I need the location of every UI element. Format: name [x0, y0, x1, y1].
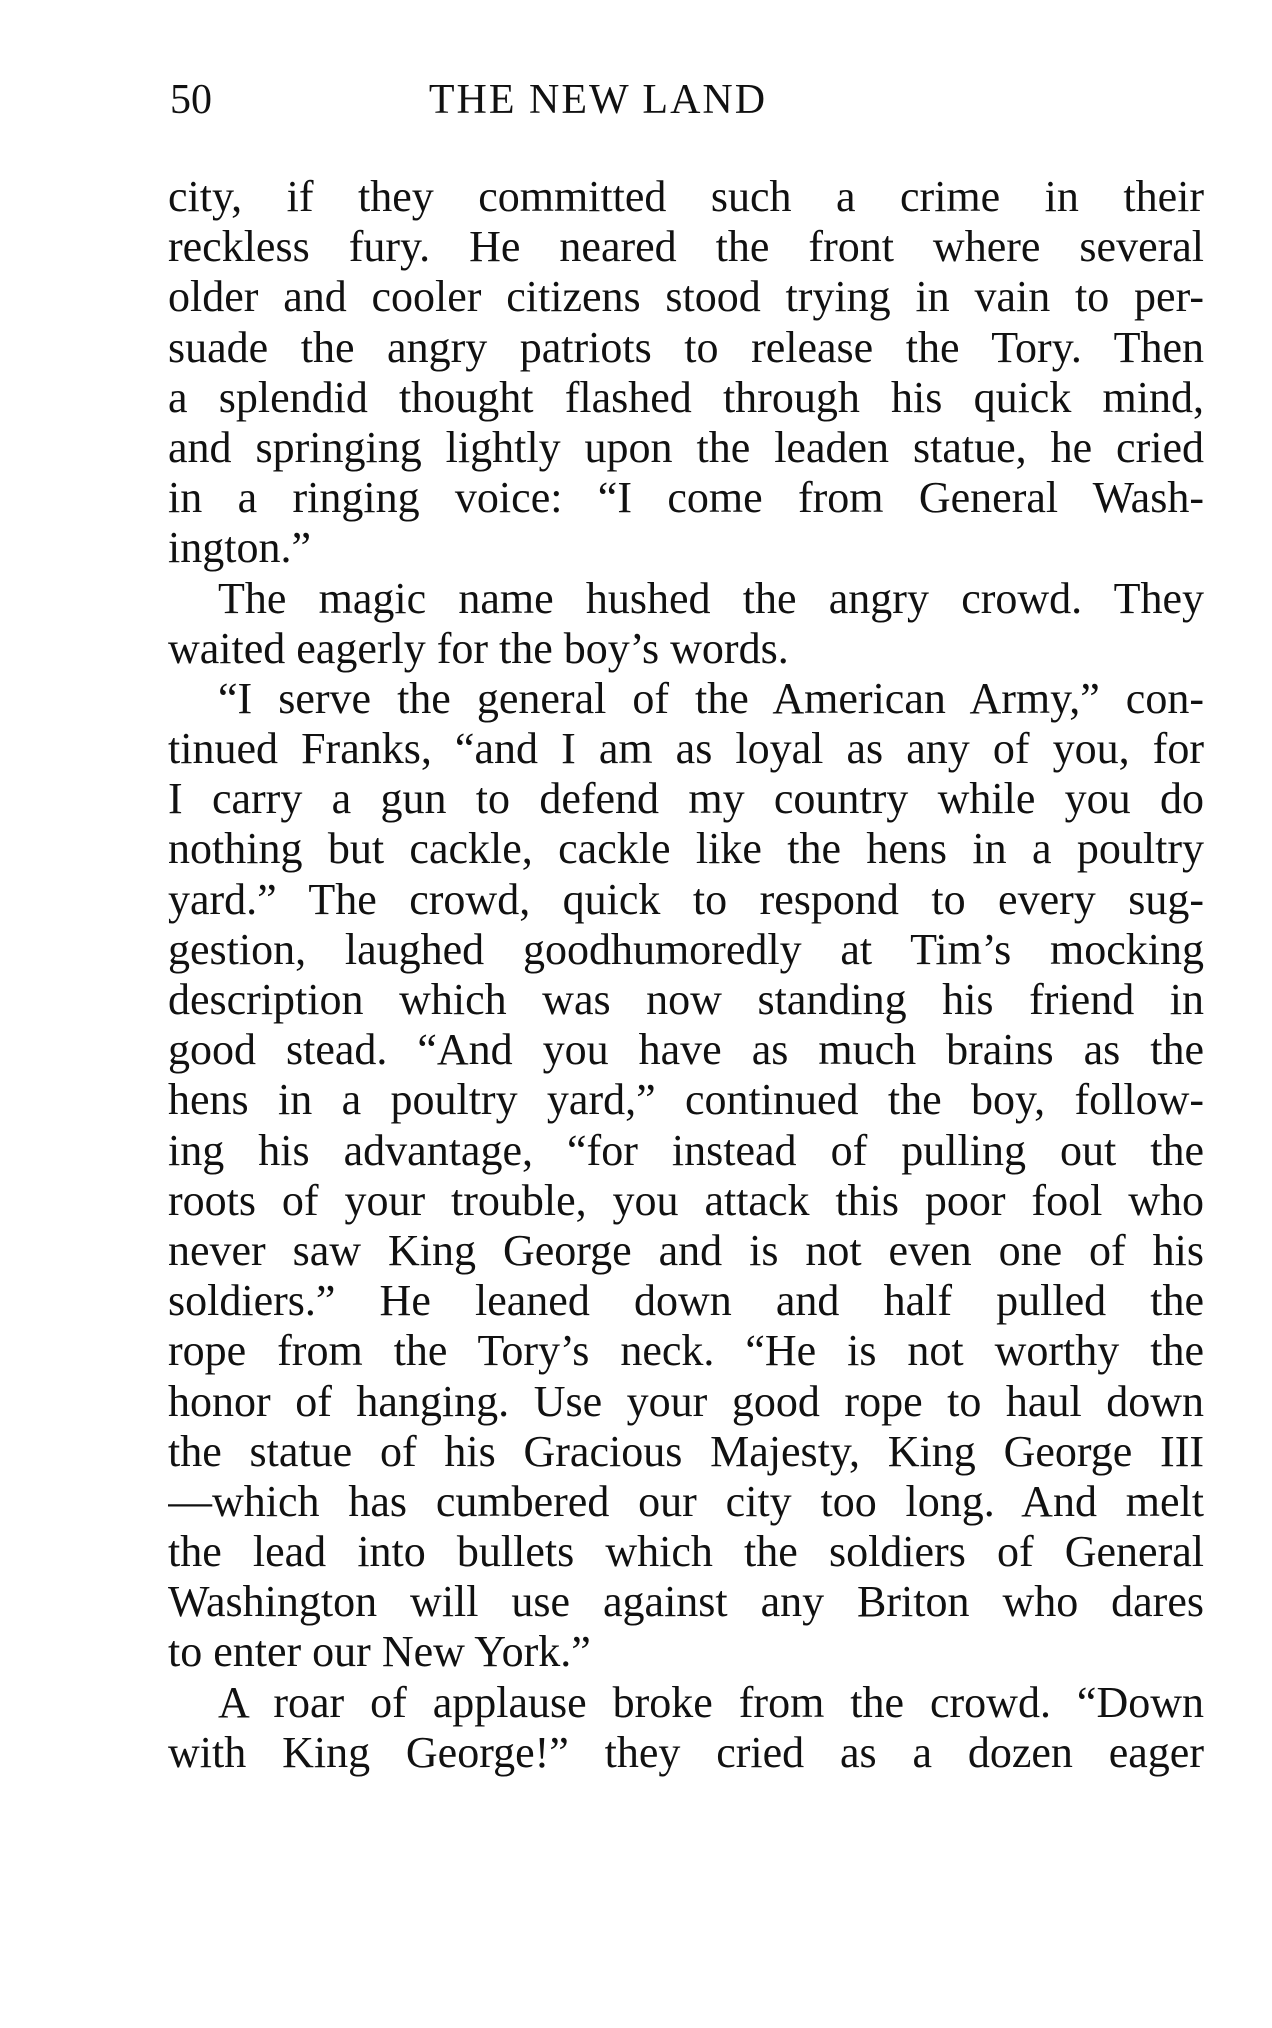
text-line: rope from the Tory’s neck. “He is not worthy the: [168, 1326, 1204, 1376]
text-line: the statue of his Gracious Majesty, King George III: [168, 1426, 1204, 1476]
text-line: waited eagerly for the boy’s words.: [168, 623, 789, 673]
text-line: The magic name hushed the angry crowd. They: [218, 573, 1204, 623]
text-line: —which has cumbered our city too long. And melt: [168, 1476, 1204, 1526]
text-line: “I serve the general of the American Army,” con-: [218, 673, 1204, 723]
page-number: 50: [170, 77, 212, 123]
running-title: THE NEW LAND: [428, 77, 768, 123]
text-line: tinued Franks, “and I am as loyal as any of you, for: [168, 724, 1204, 774]
text-line: in a ringing voice: “I come from General Wash-: [168, 473, 1204, 523]
text-line: the lead into bullets which the soldiers of General: [168, 1527, 1204, 1577]
text-line: gestion, laughed goodhumoredly at Tim’s mocking: [168, 924, 1204, 974]
text-line: and springing lightly upon the leaden statue, he cried: [168, 422, 1204, 472]
text-line: ington.”: [168, 523, 311, 573]
text-line: good stead. “And you have as much brains as the: [168, 1025, 1204, 1075]
running-head: [170, 72, 1206, 128]
text-line: to enter our New York.”: [168, 1627, 591, 1677]
text-line: soldiers.” He leaned down and half pulled the: [168, 1276, 1204, 1326]
text-line: older and cooler citizens stood trying in vain to per-: [168, 272, 1204, 322]
text-line: yard.” The crowd, quick to respond to every sug-: [168, 874, 1204, 924]
text-line: a splendid thought flashed through his quick mind,: [168, 372, 1204, 422]
text-line: honor of hanging. Use your good rope to haul down: [168, 1376, 1204, 1426]
text-line: suade the angry patriots to release the Tory. Then: [168, 322, 1204, 372]
text-line: never saw King George and is not even one of his: [168, 1225, 1204, 1275]
text-line: I carry a gun to defend my country while you do: [168, 774, 1204, 824]
text-line: with King George!” they cried as a dozen eager: [168, 1727, 1204, 1777]
body-text: [168, 172, 1204, 1778]
text-line: reckless fury. He neared the front where several: [168, 222, 1204, 272]
text-line: A roar of applause broke from the crowd. “Down: [218, 1677, 1204, 1727]
text-line: city, if they committed such a crime in their: [168, 172, 1204, 221]
text-line: nothing but cackle, cackle like the hens in a poultry: [168, 824, 1204, 874]
text-line: description which was now standing his friend in: [168, 975, 1204, 1024]
text-line: Washington will use against any Briton who dares: [168, 1577, 1204, 1627]
text-line: ing his advantage, “for instead of pulling out the: [168, 1125, 1204, 1175]
text-line: roots of your trouble, you attack this poor fool who: [168, 1175, 1204, 1225]
text-line: hens in a poultry yard,” continued the boy, follow-: [168, 1075, 1204, 1125]
